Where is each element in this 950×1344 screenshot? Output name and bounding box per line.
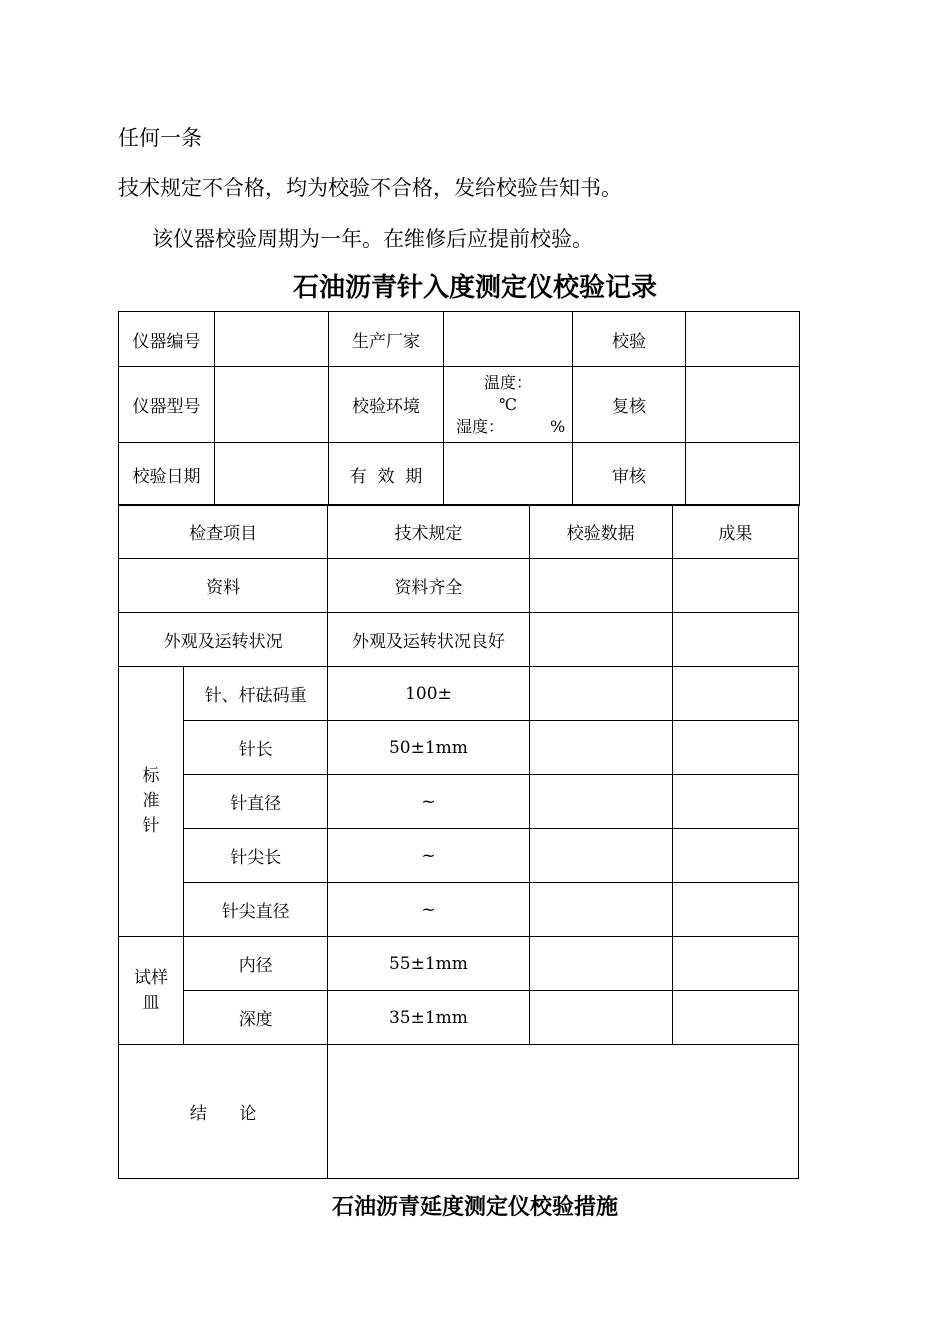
row-data-cell[interactable] xyxy=(529,829,672,883)
check-table xyxy=(118,504,799,1179)
conclusion-row xyxy=(119,1045,799,1179)
row-spec: ~ xyxy=(328,883,529,937)
needle-group-char: 标 xyxy=(142,766,160,786)
humidity-unit: % xyxy=(550,416,566,436)
info-row xyxy=(119,312,800,367)
row-spec: ~ xyxy=(328,829,529,883)
row-spec: 资料齐全 xyxy=(328,559,529,613)
calibrate-value[interactable] xyxy=(686,312,800,367)
header-result: 成果 xyxy=(672,505,798,559)
environment-value[interactable] xyxy=(444,367,573,443)
header-check-item: 检查项目 xyxy=(119,505,328,559)
row-data-cell[interactable] xyxy=(529,937,672,991)
needle-group-label xyxy=(119,667,184,937)
row-result-cell[interactable] xyxy=(672,991,798,1045)
row-data-cell[interactable] xyxy=(529,613,672,667)
record-title: 石油沥青针入度测定仪校验记录 xyxy=(292,273,657,303)
recheck-label: 复核 xyxy=(573,367,686,443)
conclusion-label: 结 论 xyxy=(119,1045,328,1179)
row-spec: 55±1mm xyxy=(328,937,529,991)
header-spec: 技术规定 xyxy=(328,505,529,559)
humidity-label: 湿度： xyxy=(456,416,505,436)
table-row xyxy=(119,775,799,829)
row-item: 内径 xyxy=(184,937,328,991)
row-spec: 50±1mm xyxy=(328,721,529,775)
header-data: 校验数据 xyxy=(529,505,672,559)
review-label: 审核 xyxy=(573,443,686,506)
row-item: 针、杆砝码重 xyxy=(184,667,328,721)
row-result-cell[interactable] xyxy=(672,721,798,775)
calibrate-label: 校验 xyxy=(573,312,686,367)
humidity-line xyxy=(444,416,572,438)
instrument-no-label: 仪器编号 xyxy=(119,312,215,367)
table-row xyxy=(119,559,799,613)
review-value[interactable] xyxy=(686,443,800,506)
dish-group-line: 试样 xyxy=(134,967,169,988)
next-section-title: 石油沥青延度测定仪校验措施 xyxy=(331,1195,618,1220)
instrument-model-value[interactable] xyxy=(215,367,329,443)
validity-label: 有 效 期 xyxy=(329,443,444,506)
table-row xyxy=(119,991,799,1045)
paragraph-line-1: 任何一条 xyxy=(118,126,202,150)
row-data-cell[interactable] xyxy=(529,559,672,613)
manufacturer-label: 生产厂家 xyxy=(329,312,444,367)
manufacturer-value[interactable] xyxy=(444,312,573,367)
date-value[interactable] xyxy=(215,443,329,506)
row-data-cell[interactable] xyxy=(529,667,672,721)
environment-label: 校验环境 xyxy=(329,367,444,443)
temperature-label: 温度： xyxy=(483,372,532,392)
temperature-unit: ℃ xyxy=(499,394,517,414)
row-spec: 35±1mm xyxy=(328,991,529,1045)
dish-group-line: 皿 xyxy=(142,992,160,1013)
row-item: 针直径 xyxy=(184,775,328,829)
dish-group-label xyxy=(119,937,184,1045)
paragraph-line-2: 技术规定不合格，均为校验不合格，发给校验告知书。 xyxy=(118,176,622,200)
table-row xyxy=(119,613,799,667)
row-result-cell[interactable] xyxy=(672,775,798,829)
info-row xyxy=(119,367,800,443)
table-row xyxy=(119,883,799,937)
row-result-cell[interactable] xyxy=(672,667,798,721)
info-table xyxy=(118,311,800,506)
row-item: 针尖长 xyxy=(184,829,328,883)
validity-value[interactable] xyxy=(444,443,573,506)
row-data-cell[interactable] xyxy=(529,883,672,937)
needle-group-char: 准 xyxy=(142,791,160,811)
row-item: 深度 xyxy=(184,991,328,1045)
paragraph-line-3: 该仪器校验周期为一年。在维修后应提前校验。 xyxy=(152,227,593,251)
table-row xyxy=(119,667,799,721)
row-result-cell[interactable] xyxy=(672,937,798,991)
row-item: 针长 xyxy=(184,721,328,775)
row-data-cell[interactable] xyxy=(529,991,672,1045)
table-row xyxy=(119,721,799,775)
row-spec: 外观及运转状况良好 xyxy=(328,613,529,667)
row-item: 针尖直径 xyxy=(184,883,328,937)
row-item: 资料 xyxy=(119,559,328,613)
date-label: 校验日期 xyxy=(119,443,215,506)
instrument-no-value[interactable] xyxy=(215,312,329,367)
info-row xyxy=(119,443,800,506)
table-header-row xyxy=(119,505,799,559)
needle-group-char: 针 xyxy=(142,816,160,836)
row-data-cell[interactable] xyxy=(529,775,672,829)
row-spec: 100± xyxy=(328,667,529,721)
table-row xyxy=(119,937,799,991)
recheck-value[interactable] xyxy=(686,367,800,443)
table-row xyxy=(119,829,799,883)
row-spec: ~ xyxy=(328,775,529,829)
row-result-cell[interactable] xyxy=(672,613,798,667)
row-result-cell[interactable] xyxy=(672,829,798,883)
row-item: 外观及运转状况 xyxy=(119,613,328,667)
conclusion-value[interactable] xyxy=(328,1045,799,1179)
row-result-cell[interactable] xyxy=(672,883,798,937)
row-data-cell[interactable] xyxy=(529,721,672,775)
instrument-model-label: 仪器型号 xyxy=(119,367,215,443)
row-result-cell[interactable] xyxy=(672,559,798,613)
